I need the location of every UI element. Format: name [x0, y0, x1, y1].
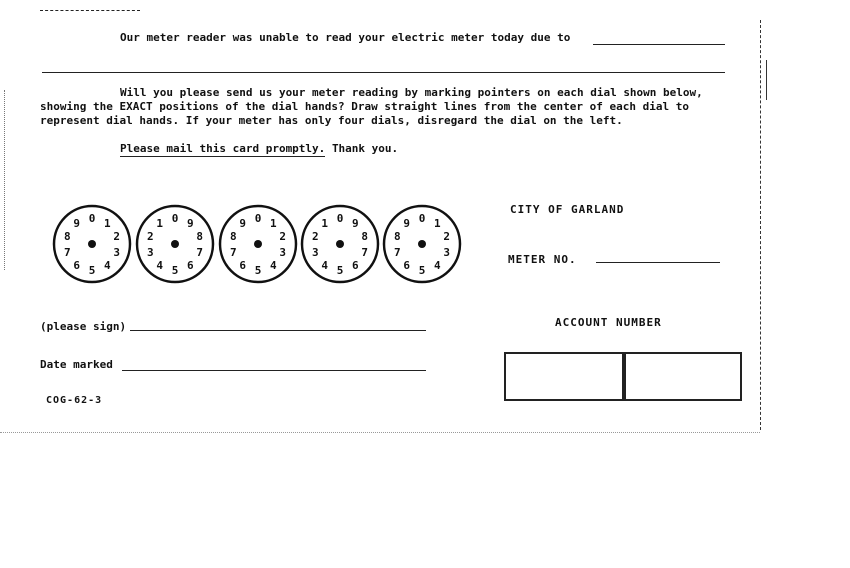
- dial-digit: 1: [156, 217, 164, 230]
- dial-digit: 9: [403, 217, 411, 230]
- dial-center: [418, 240, 426, 248]
- signature-field[interactable]: [130, 330, 426, 331]
- dial-digit: 0: [254, 212, 262, 225]
- dial-digit: 7: [361, 246, 369, 259]
- dial-digit: 4: [156, 259, 164, 272]
- card-right-edge-2: [766, 60, 767, 100]
- dial-center: [88, 240, 96, 248]
- dial-center: [254, 240, 262, 248]
- dial-4[interactable]: [302, 206, 378, 282]
- dial-digit: 1: [433, 217, 441, 230]
- dial-digit: 2: [113, 230, 121, 243]
- thank-you-text: Thank you.: [331, 142, 399, 155]
- dial-digit: 6: [403, 259, 411, 272]
- dial-digit: 4: [103, 259, 111, 272]
- account-number-box-right[interactable]: [622, 352, 742, 401]
- instructions-line-3: represent dial hands. If your meter has only four dials, disregard the dial on the left.: [40, 114, 623, 127]
- dial-digit: 1: [269, 217, 277, 230]
- dial-digit: 7: [63, 246, 71, 259]
- dial-digit: 2: [443, 230, 451, 243]
- account-number-label: ACCOUNT NUMBER: [555, 316, 662, 329]
- date-marked-label: Date marked: [40, 358, 113, 371]
- dial-digit: 7: [393, 246, 401, 259]
- dial-digit: 8: [393, 230, 401, 243]
- dial-digit: 6: [351, 259, 359, 272]
- dial-digit: 3: [146, 246, 154, 259]
- dial-digit: 9: [351, 217, 359, 230]
- meter-number-label: METER NO.: [508, 253, 577, 266]
- dial-digit: 4: [269, 259, 277, 272]
- dial-digit: 2: [279, 230, 287, 243]
- left-edge-mark: [4, 90, 5, 270]
- dial-digit: 9: [186, 217, 194, 230]
- dial-digit: 1: [103, 217, 111, 230]
- dial-digit: 0: [88, 212, 96, 225]
- dial-digit: 4: [433, 259, 441, 272]
- dial-digit: 1: [321, 217, 329, 230]
- dial-digit: 5: [418, 264, 426, 277]
- meter-number-field[interactable]: [596, 262, 720, 263]
- dial-digit: 2: [311, 230, 319, 243]
- dial-digit: 3: [279, 246, 287, 259]
- dial-digit: 9: [73, 217, 81, 230]
- dial-2[interactable]: [137, 206, 213, 282]
- dial-digit: 8: [229, 230, 237, 243]
- dial-digit: 5: [88, 264, 96, 277]
- dial-digit: 8: [196, 230, 204, 243]
- dial-digit: 5: [336, 264, 344, 277]
- card-bottom-edge: [0, 432, 760, 433]
- dial-digit: 5: [254, 264, 262, 277]
- dial-digit: 3: [443, 246, 451, 259]
- dial-digit: 9: [239, 217, 247, 230]
- dial-3[interactable]: [220, 206, 296, 282]
- dial-digit: 0: [171, 212, 179, 225]
- dial-digit: 6: [186, 259, 194, 272]
- dial-digit: 0: [336, 212, 344, 225]
- card-right-edge: [760, 20, 761, 430]
- dial-center: [171, 240, 179, 248]
- date-marked-field[interactable]: [122, 370, 426, 371]
- dial-digit: 6: [239, 259, 247, 272]
- dial-digit: 3: [113, 246, 121, 259]
- instructions-line-2: showing the EXACT positions of the dial hands? Draw straight lines from the center of each dial to: [40, 100, 690, 113]
- dial-digit: 8: [361, 230, 369, 243]
- unable-to-read-text: Our meter reader was unable to read your electric meter today due to: [120, 31, 571, 44]
- city-name: CITY OF GARLAND: [510, 203, 625, 216]
- dial-digit: 2: [146, 230, 154, 243]
- dial-digit: 0: [418, 212, 426, 225]
- dial-digit: 6: [73, 259, 81, 272]
- dial-digit: 7: [229, 246, 237, 259]
- dial-digit: 4: [321, 259, 329, 272]
- form-code: COG-62-3: [46, 395, 103, 406]
- account-number-box-left[interactable]: [504, 352, 626, 401]
- please-sign-label: (please sign): [40, 320, 127, 333]
- dial-1[interactable]: [54, 206, 130, 282]
- instructions-line-1: Will you please send us your meter reading by marking pointers on each dial shown below,: [120, 86, 703, 99]
- please-mail-underlined: Please mail this card promptly.: [120, 142, 326, 155]
- dial-5[interactable]: [384, 206, 460, 282]
- dial-digit: 7: [196, 246, 204, 259]
- dial-center: [336, 240, 344, 248]
- dial-digit: 5: [171, 264, 179, 277]
- dial-digit: 3: [311, 246, 319, 259]
- dial-digit: 8: [63, 230, 71, 243]
